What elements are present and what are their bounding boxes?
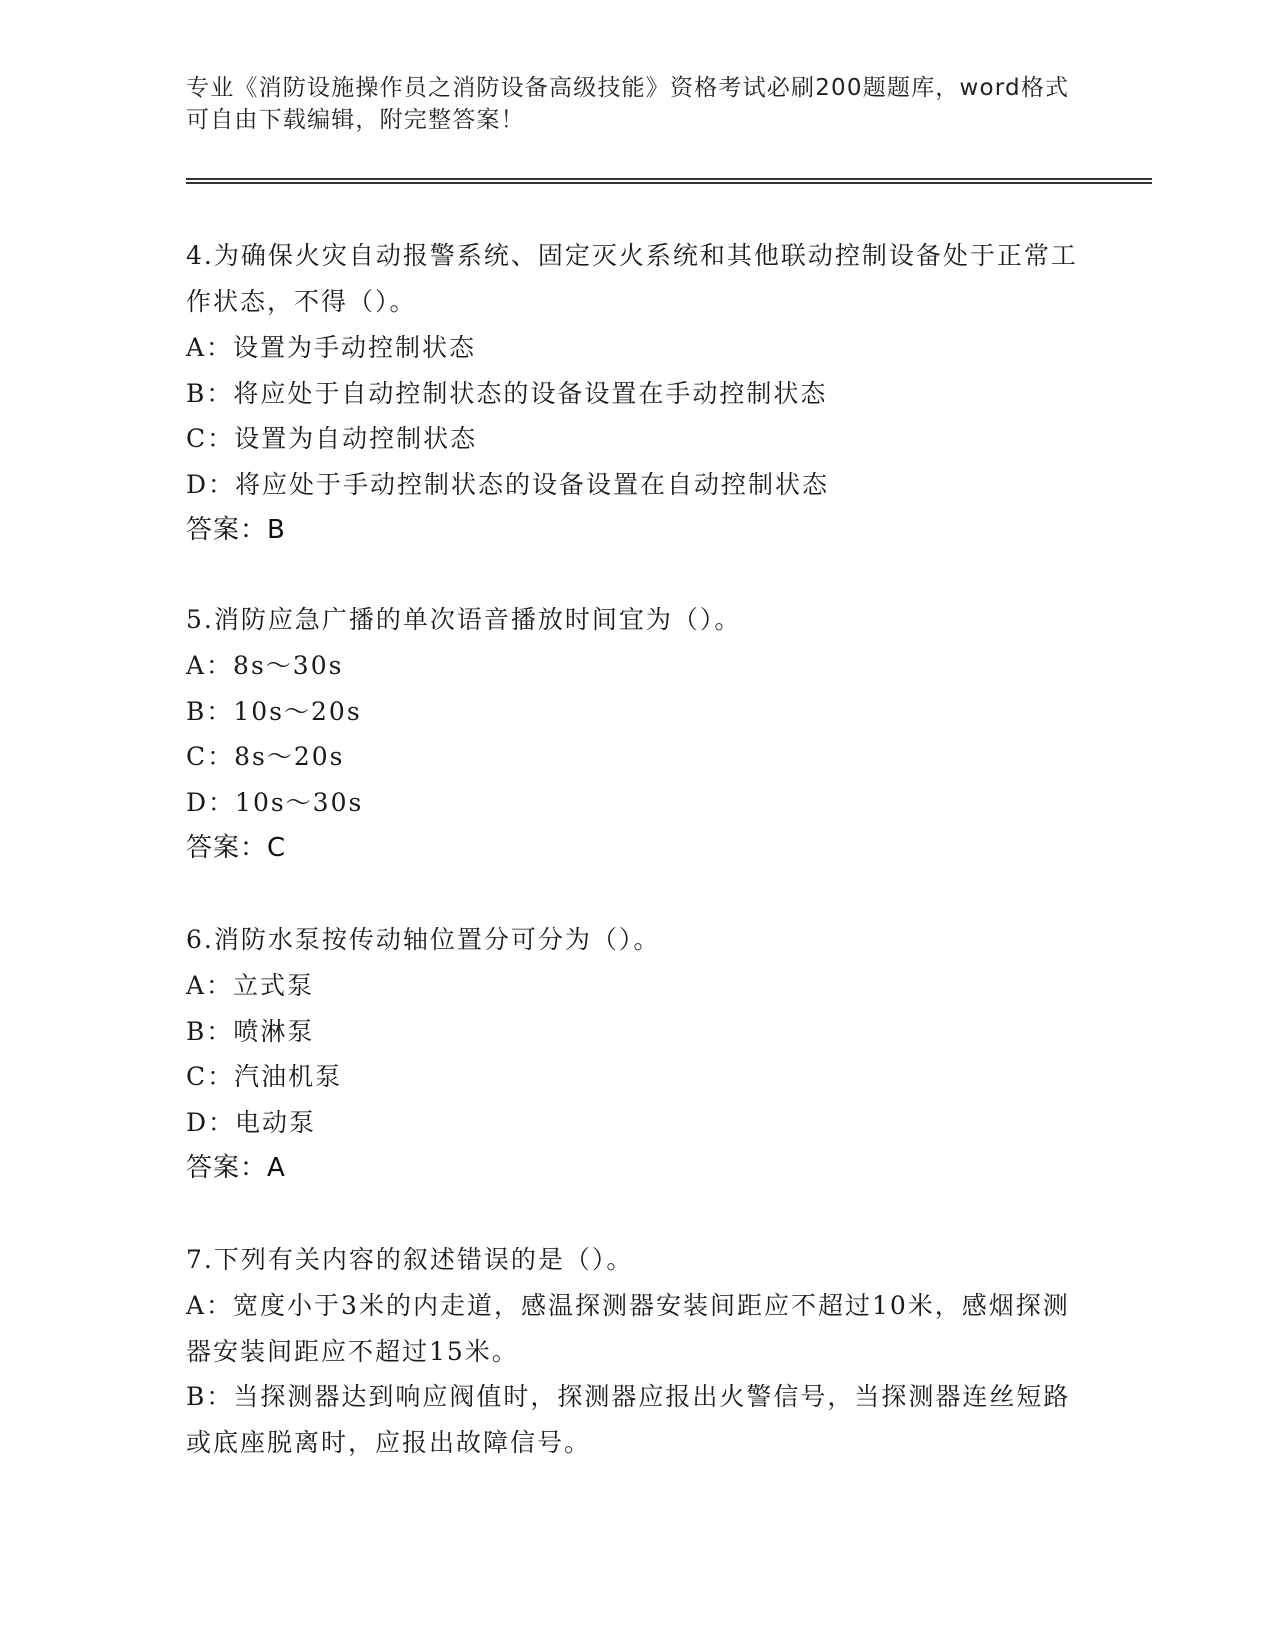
answer-line: 答案：C — [186, 833, 287, 863]
option-c: C：8s～20s — [186, 742, 345, 771]
option-c: C：汽油机泵 — [186, 1062, 343, 1091]
answer-line: 答案：A — [186, 1153, 286, 1183]
answer-line: 答案：B — [186, 515, 286, 545]
option-b: B：当探测器达到响应阀值时，探测器应报出火警信号，当探测器连丝短路或底座脱离时，应报出故障信号。 — [186, 1382, 1071, 1457]
question-text: 7.下列有关内容的叙述错误的是（）。 — [186, 1245, 634, 1274]
option-a: A：立式泵 — [186, 971, 315, 1000]
option-c: C：设置为自动控制状态 — [186, 424, 478, 453]
option-d: D：10s～30s — [186, 787, 364, 817]
option-d: D：将应处于手动控制状态的设备设置在自动控制状态 — [186, 469, 830, 499]
option-a: A：8s～30s — [186, 651, 344, 680]
question-text: 5.消防应急广播的单次语音播放时间宜为（）。 — [186, 605, 742, 634]
option-b: B：喷淋泵 — [186, 1016, 315, 1046]
question-text: 4.为确保火灾自动报警系统、固定灭火系统和其他联动控制设备处于正常工作状态，不得（）。 — [186, 241, 1078, 316]
question-7 — [186, 1237, 1086, 1465]
document-header: 专业《消防设施操作员之消防设备高级技能》资格考试必刷200题题库，word格式可自由下载编辑，附完整答案！ — [186, 75, 1070, 133]
option-d: D：电动泵 — [186, 1107, 317, 1137]
option-b: B：10s～20s — [186, 696, 362, 726]
question-5 — [186, 597, 1086, 871]
option-b: B：将应处于自动控制状态的设备设置在手动控制状态 — [186, 378, 828, 408]
header-divider — [186, 178, 1152, 184]
option-a: A：宽度小于3米的内走道，感温探测器安装间距应不超过10米，感烟探测器安装间距应不超过15米。 — [186, 1291, 1070, 1366]
option-a: A：设置为手动控制状态 — [186, 333, 477, 362]
question-6 — [186, 917, 1086, 1191]
question-text: 6.消防水泵按传动轴位置分可分为（）。 — [186, 925, 661, 954]
question-4 — [186, 233, 1086, 553]
